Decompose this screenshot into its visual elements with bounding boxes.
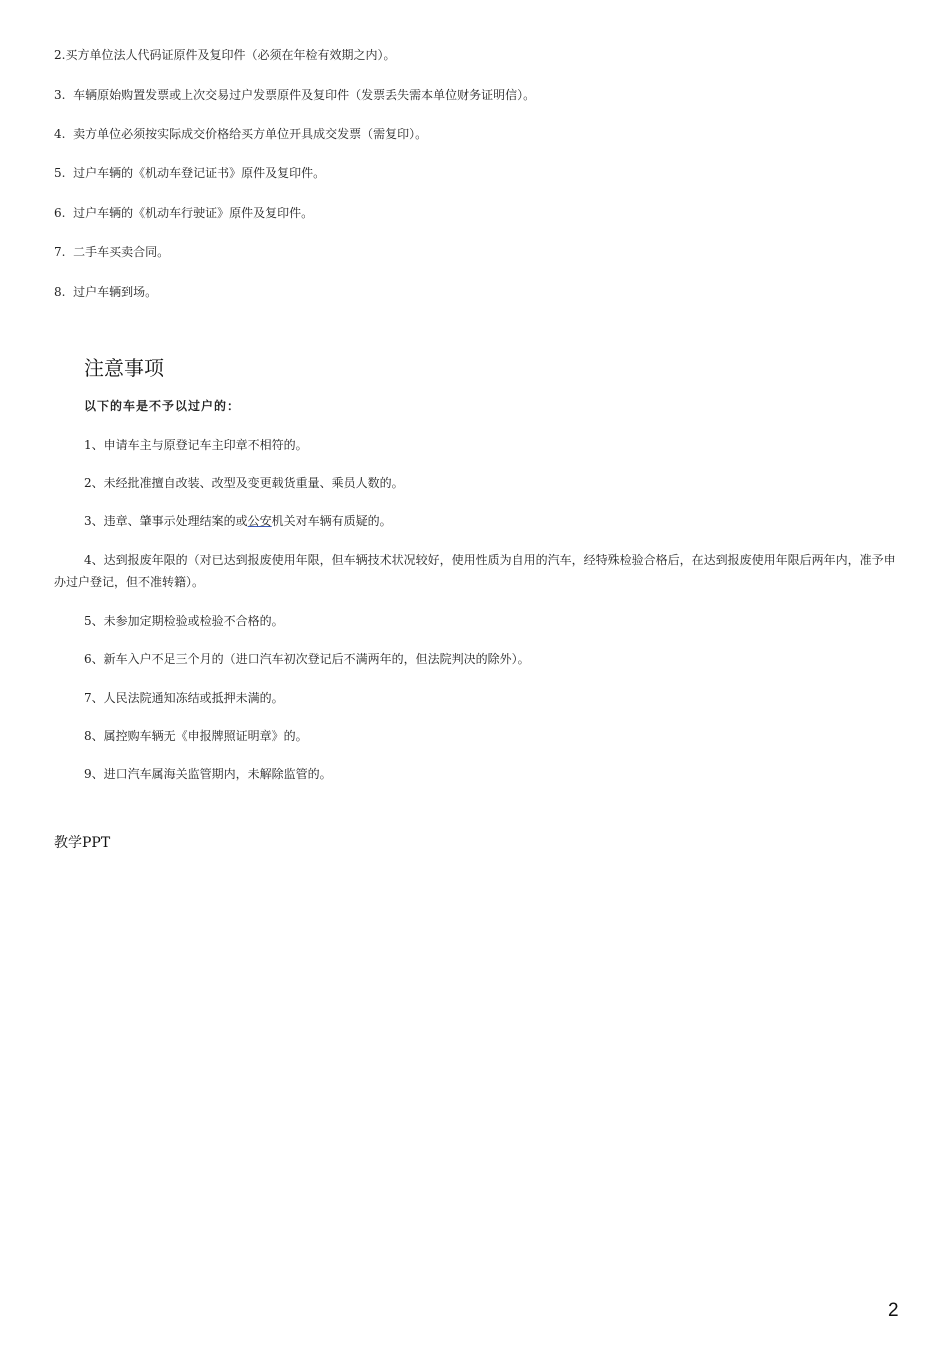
requirement-item	[54, 244, 169, 260]
item-number: 4、	[84, 553, 104, 567]
item-number: 2.	[54, 48, 66, 62]
item-number: 6、	[84, 652, 104, 666]
item-text: 进口汽车属海关监管期内，未解除监管的。	[103, 767, 332, 781]
item-number: 3、	[84, 514, 104, 528]
requirement-item	[54, 284, 157, 300]
item-number: 9、	[84, 767, 104, 781]
item-text: 新车入户不足三个月的（进口汽车初次登记后不满两年的，但法院判决的除外）。	[103, 652, 530, 666]
item-number: 7.	[54, 245, 66, 259]
item-text: 过户车辆的《机动车行驶证》原件及复印件。	[73, 206, 314, 220]
requirement-item	[54, 165, 325, 181]
notice-item	[84, 728, 308, 744]
item-number: 8、	[84, 729, 104, 743]
notice-item	[84, 475, 404, 491]
requirement-item	[54, 205, 313, 221]
notice-item	[84, 651, 530, 667]
footer-label: 教学PPT	[54, 835, 111, 851]
item-number: 5.	[54, 166, 66, 180]
item-text: 买方单位法人代码证原件及复印件（必须在年检有效期之内）。	[65, 48, 396, 62]
item-number: 3.	[54, 88, 66, 102]
item-number: 7、	[84, 691, 104, 705]
requirement-item	[54, 47, 395, 63]
notice-item	[84, 513, 392, 529]
notice-item	[84, 437, 308, 453]
section-title: 注意事项	[84, 356, 164, 380]
item-number: 5、	[84, 614, 104, 628]
item-number: 6.	[54, 206, 66, 220]
item-text: 二手车买卖合同。	[73, 245, 170, 259]
item-number: 2、	[84, 476, 104, 490]
requirement-item	[54, 126, 427, 142]
item-text: 人民法院通知冻结或抵押未满的。	[103, 691, 284, 705]
item-text: 过户车辆到场。	[73, 285, 158, 299]
police-link[interactable]: 公安	[247, 514, 272, 528]
page-number: 2	[888, 1300, 899, 1321]
item-text: 达到报废年限的（对已达到报废使用年限，但车辆技术状况较好，使用性质为自用的汽车，经特殊检验合格后，在达到报废使用年限后两年内，准予申办过户登记，但不准转籍）。	[54, 553, 896, 589]
item-text: 未参加定期检验或检验不合格的。	[103, 614, 284, 628]
item-text: 属控购车辆无《申报牌照证明章》的。	[103, 729, 308, 743]
notice-item	[84, 766, 332, 782]
section-subtitle: 以下的车是不予以过户的：	[84, 399, 241, 413]
item-text: 卖方单位必须按实际成交价格给买方单位开具成交发票（需复印）。	[73, 127, 428, 141]
item-text-after: 机关对车辆有质疑的。	[271, 514, 392, 528]
item-number: 4.	[54, 127, 66, 141]
notice-item	[84, 613, 284, 629]
item-text-before: 违章、肇事示处理结案的或	[103, 514, 248, 528]
requirement-item	[54, 87, 535, 103]
item-text: 未经批准擅自改装、改型及变更载货重量、乘员人数的。	[103, 476, 404, 490]
notice-item	[84, 690, 284, 706]
item-text: 车辆原始购置发票或上次交易过户发票原件及复印件（发票丢失需本单位财务证明信）。	[73, 88, 536, 102]
item-number: 1、	[84, 438, 104, 452]
item-text: 过户车辆的《机动车登记证书》原件及复印件。	[73, 166, 326, 180]
notice-item	[54, 549, 899, 593]
item-text: 申请车主与原登记车主印章不相符的。	[103, 438, 308, 452]
item-number: 8.	[54, 285, 66, 299]
